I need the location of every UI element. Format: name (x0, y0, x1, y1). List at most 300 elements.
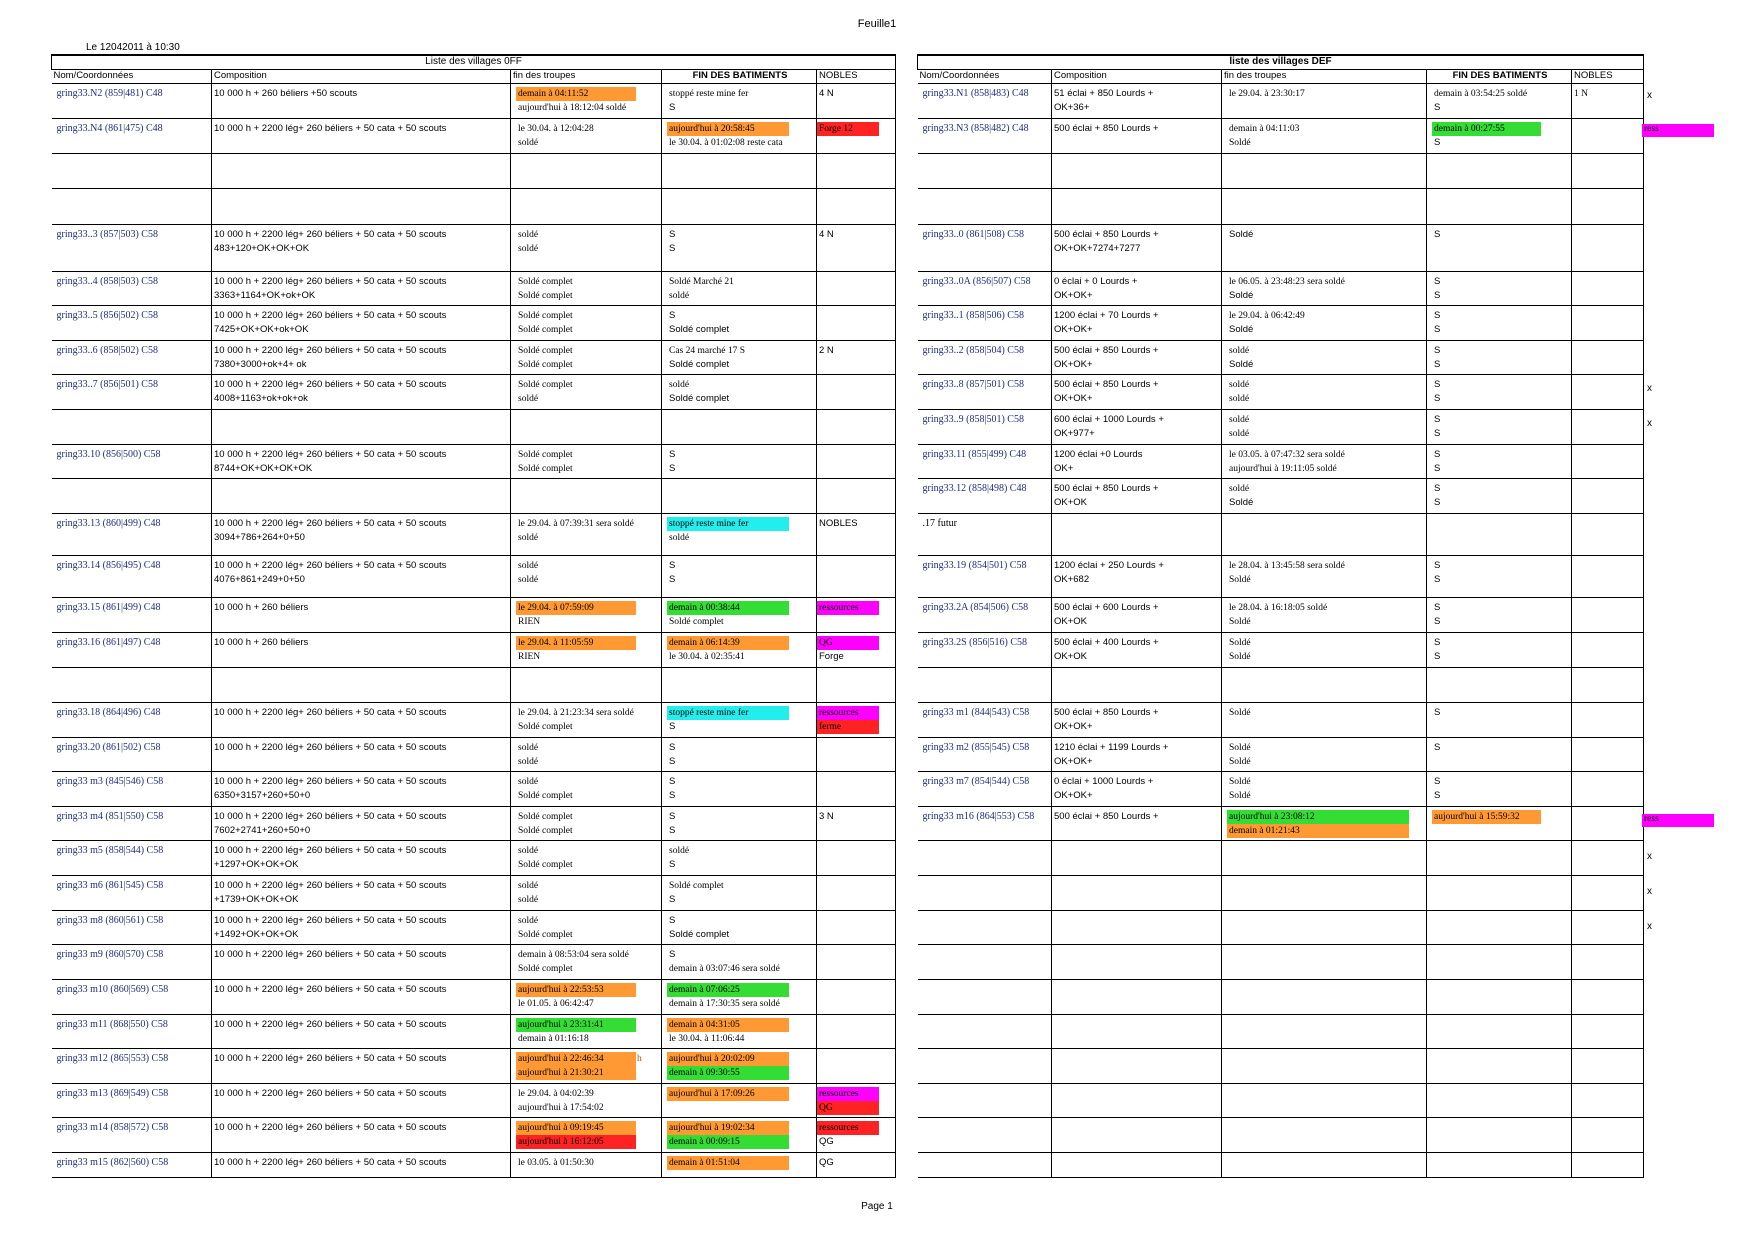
column-header: FIN DES BATIMENTS (1427, 70, 1572, 84)
composition-text: 51 éclai + 850 Lourds + (1054, 88, 1154, 99)
cell (1222, 154, 1427, 189)
column-header: NOBLES (1572, 70, 1644, 84)
buildings-status: S (1434, 102, 1441, 113)
troops-status: le 29.04. à 21:23:34 sera soldé (518, 708, 634, 718)
nobles-note: ressources (817, 1121, 879, 1135)
side-mark: x (1647, 90, 1652, 101)
buildings-status: S (1434, 345, 1441, 356)
composition-text: 10 000 h + 2200 lég+ 260 béliers + 50 cata + 50 scouts (214, 1019, 447, 1030)
table-row (52, 911, 896, 945)
troops-status: soldé (518, 881, 539, 891)
composition-text: 10 000 h + 2200 lég+ 260 béliers + 50 cata + 50 scouts (214, 379, 447, 390)
cell (1052, 445, 1222, 479)
composition-text: 10 000 h + 2200 lég+ 260 béliers + 50 cata + 50 scouts (214, 776, 447, 787)
cell (817, 1049, 896, 1084)
cell (511, 189, 662, 225)
village-name: gring33.11 (855|499) C48 (922, 449, 1027, 460)
troops-status: le 30.04. à 12:04:28 (518, 124, 594, 134)
composition-text: OK+36+ (1054, 102, 1090, 113)
cell (918, 703, 1052, 738)
composition-text: OK+977+ (1054, 428, 1095, 439)
cell (1427, 772, 1572, 807)
buildings-status: Soldé complet (669, 393, 730, 404)
troops-status: demain à 04:11:03 (1229, 124, 1300, 134)
village-name: gring33 m9 (860|570) C58 (56, 949, 164, 960)
troops-status: soldé (1229, 394, 1250, 404)
cell (52, 556, 212, 598)
composition-text: 10 000 h + 2200 lég+ 260 béliers + 50 cata + 50 scouts (214, 811, 447, 822)
cell (52, 375, 212, 410)
cell (212, 556, 511, 598)
composition-text: OK+OK+ (1054, 756, 1093, 767)
troops-status: aujourd'hui à 21:30:21 (516, 1066, 636, 1080)
cell (52, 479, 212, 514)
buildings-status: aujourd'hui à 20:58:45 (667, 122, 789, 136)
cell (662, 189, 817, 225)
cell (511, 84, 662, 119)
cell (1222, 703, 1427, 738)
composition-text: 10 000 h + 2200 lég+ 260 béliers + 50 cata + 50 scouts (214, 560, 447, 571)
cell (1052, 807, 1222, 841)
table-row (918, 306, 1644, 341)
troops-status: Soldé (1229, 575, 1251, 585)
village-name: gring33 m1 (844|543) C58 (922, 707, 1030, 718)
cell (212, 479, 511, 514)
buildings-status: S (1434, 428, 1441, 439)
cell (1052, 1153, 1222, 1178)
cell (52, 703, 212, 738)
buildings-status: S (669, 915, 676, 926)
table-row (52, 772, 896, 807)
buildings-status: Soldé complet (669, 929, 730, 940)
troops-status: Soldé (1229, 652, 1251, 662)
buildings-status: S (669, 463, 676, 474)
table-row (918, 807, 1644, 841)
cell (817, 772, 896, 807)
troops-status: le 29.04. à 23:30:17 (1229, 89, 1305, 99)
buildings-status: S (1434, 790, 1441, 801)
column-header: NOBLES (817, 70, 896, 84)
cell (918, 1153, 1052, 1178)
cell (511, 772, 662, 807)
cell (817, 841, 896, 876)
cell (1052, 514, 1222, 556)
cell (511, 375, 662, 410)
table-row (52, 738, 896, 772)
buildings-status: S (669, 229, 676, 240)
cell (1052, 1118, 1222, 1153)
village-name: gring33 m11 (868|550) C58 (56, 1019, 168, 1030)
troops-status: Soldé complet (518, 930, 573, 940)
cell (511, 556, 662, 598)
cell (1052, 189, 1222, 225)
buildings-status: S (669, 756, 676, 767)
table-row (918, 225, 1644, 272)
cell (52, 84, 212, 119)
cell (511, 945, 662, 980)
troops-status: le 28.04. à 16:18:05 soldé (1229, 603, 1328, 613)
cell (1052, 375, 1222, 410)
cell (1572, 514, 1644, 556)
cell (511, 1153, 662, 1178)
troops-status: soldé (518, 533, 539, 543)
composition-text: 6350+3157+260+50+0 (214, 790, 311, 801)
troops-status: Soldé (1229, 497, 1254, 508)
cell (662, 945, 817, 980)
cell (817, 306, 896, 341)
cell (511, 154, 662, 189)
cell (52, 225, 212, 272)
cell (1052, 556, 1222, 598)
cell (817, 514, 896, 556)
troops-status: Soldé (1229, 229, 1254, 240)
composition-text: 0 éclai + 0 Lourds + (1054, 276, 1138, 287)
cell (918, 119, 1052, 154)
cell (918, 272, 1052, 306)
cell (52, 668, 212, 703)
cell (1572, 807, 1644, 841)
cell (212, 445, 511, 479)
cell (1572, 1153, 1644, 1178)
cell (918, 410, 1052, 445)
village-name: gring33..3 (857|503) C58 (56, 229, 158, 240)
composition-text: 10 000 h + 2200 lég+ 260 béliers + 50 cata + 50 scouts (214, 880, 447, 891)
buildings-status: S (1434, 776, 1441, 787)
cell (1427, 1015, 1572, 1049)
troops-status: Soldé (1229, 359, 1254, 370)
cell (662, 1049, 817, 1084)
composition-text: 500 éclai + 850 Lourds + (1054, 483, 1159, 494)
cell (1222, 514, 1427, 556)
cell (212, 1118, 511, 1153)
nobles-note: ressources (817, 1087, 879, 1101)
cell (662, 341, 817, 375)
cell (511, 1118, 662, 1153)
troops-status: Soldé complet (518, 277, 573, 287)
troops-status: demain à 01:16:18 (518, 1034, 589, 1044)
cell (1222, 341, 1427, 375)
troops-status: le 29.04. à 07:59:09 (516, 601, 636, 615)
village-name: gring33 m2 (855|545) C58 (922, 742, 1030, 753)
buildings-status: soldé (669, 533, 690, 543)
buildings-status: S (669, 449, 676, 460)
cell (1222, 980, 1427, 1015)
troops-status: le 01.05. à 06:42:47 (518, 999, 594, 1009)
troops-status: Soldé complet (518, 791, 573, 801)
cell (1572, 1049, 1644, 1084)
table-row (52, 1118, 896, 1153)
buildings-status: demain à 04:31:05 (667, 1018, 789, 1032)
cell (52, 633, 212, 668)
buildings-status: S (1434, 742, 1441, 753)
composition-text: 500 éclai + 850 Lourds + (1054, 123, 1159, 134)
cell (918, 375, 1052, 410)
village-name: gring33 m6 (861|545) C58 (56, 880, 164, 891)
cell (817, 911, 896, 945)
cell (1572, 189, 1644, 225)
troops-status: Soldé complet (518, 826, 573, 836)
buildings-status: S (1434, 324, 1441, 335)
cell (212, 668, 511, 703)
cell (1572, 876, 1644, 911)
composition-text: OK+OK+ (1054, 721, 1093, 732)
cell (662, 633, 817, 668)
cell (662, 703, 817, 738)
table-row (52, 410, 896, 445)
village-name: gring33.20 (861|502) C58 (56, 742, 161, 753)
cell (1052, 479, 1222, 514)
buildings-status: Cas 24 marché 17 S (669, 346, 745, 356)
nobles-note: ressources (817, 601, 879, 615)
composition-text: 7380+3000+ok+4+ ok (214, 359, 307, 370)
troops-status: le 06.05. à 23:48:23 sera soldé (1229, 277, 1345, 287)
cell (1572, 119, 1644, 154)
village-name: gring33..9 (858|501) C58 (922, 414, 1024, 425)
troops-status: aujourd'hui à 22:46:34 h (518, 1054, 642, 1064)
cell (52, 1015, 212, 1049)
buildings-status: S (1434, 560, 1441, 571)
cell (817, 807, 896, 841)
cell (1052, 668, 1222, 703)
buildings-status: S (669, 102, 676, 113)
nobles-note: NOBLES (819, 518, 858, 529)
village-name: gring33..0 (861|508) C58 (922, 229, 1024, 240)
troops-status: aujourd'hui à 22:53:53 (516, 983, 636, 997)
buildings-status: demain à 00:38:44 (667, 601, 789, 615)
village-name: gring33 m5 (858|544) C58 (56, 845, 164, 856)
cell (817, 738, 896, 772)
composition-text: 10 000 h + 2200 lég+ 260 béliers + 50 cata + 50 scouts (214, 1122, 447, 1133)
cell (212, 341, 511, 375)
cell (817, 556, 896, 598)
nobles-note: QG (819, 1136, 834, 1147)
cell (662, 598, 817, 633)
village-name: gring33.10 (856|500) C58 (56, 449, 161, 460)
cell (662, 272, 817, 306)
troops-status: soldé (518, 895, 539, 905)
cell (918, 479, 1052, 514)
village-name: gring33.19 (854|501) C58 (922, 560, 1027, 571)
composition-text: 500 éclai + 850 Lourds + (1054, 345, 1159, 356)
composition-text: OK+OK+ (1054, 393, 1093, 404)
composition-text: OK+OK+ (1054, 290, 1093, 301)
troops-status: soldé (1229, 484, 1250, 494)
table-row (52, 375, 896, 410)
cell (817, 1118, 896, 1153)
cell (918, 1118, 1052, 1153)
cell (918, 225, 1052, 272)
buildings-status: S (1434, 463, 1441, 474)
cell (1427, 341, 1572, 375)
troops-status: Soldé complet (518, 360, 573, 370)
cell (212, 1015, 511, 1049)
table-row (52, 556, 896, 598)
cell (511, 1049, 662, 1084)
cell (1222, 479, 1427, 514)
cell (1572, 154, 1644, 189)
troops-status: Soldé complet (518, 325, 573, 335)
cell (662, 514, 817, 556)
cell (212, 272, 511, 306)
cell (1427, 375, 1572, 410)
table-row (52, 703, 896, 738)
troops-status: Soldé complet (518, 464, 573, 474)
troops-status: aujourd'hui à 23:31:41 (516, 1018, 636, 1032)
village-name: gring33.13 (860|499) C48 (56, 518, 161, 529)
table-row (52, 445, 896, 479)
cell (212, 189, 511, 225)
cell (1427, 556, 1572, 598)
buildings-status: Soldé Marché 21 (669, 277, 734, 287)
nobles-note: ferme (817, 720, 879, 734)
cell (1052, 772, 1222, 807)
buildings-status: S (1434, 229, 1441, 240)
defensive-villages-table (917, 54, 1644, 1178)
side-mark: x (1647, 418, 1652, 429)
table-row (52, 841, 896, 876)
cell (662, 410, 817, 445)
composition-text: 500 éclai + 600 Lourds + (1054, 602, 1159, 613)
nobles-note: Forge 12 (817, 122, 879, 136)
buildings-status: S (1434, 290, 1441, 301)
buildings-status: S (1434, 379, 1441, 390)
table-row (918, 841, 1644, 876)
cell (662, 1015, 817, 1049)
cell (1222, 445, 1427, 479)
buildings-status: S (1434, 602, 1441, 613)
composition-text: 500 éclai + 850 Lourds + (1054, 707, 1159, 718)
table-caption: liste des villages DEF (918, 55, 1644, 70)
cell (1052, 410, 1222, 445)
troops-status: Soldé complet (518, 964, 573, 974)
buildings-status: Soldé complet (669, 881, 724, 891)
table-row (918, 980, 1644, 1015)
cell (817, 154, 896, 189)
cell (1427, 1153, 1572, 1178)
cell (52, 154, 212, 189)
buildings-status: Soldé complet (669, 359, 730, 370)
table-row (918, 1118, 1644, 1153)
troops-status: Soldé complet (518, 346, 573, 356)
cell (817, 225, 896, 272)
table-row (918, 479, 1644, 514)
cell (918, 154, 1052, 189)
troops-status: Soldé complet (518, 450, 573, 460)
troops-status: aujourd'hui à 18:12:04 soldé (518, 103, 627, 113)
buildings-status: aujourd'hui à 20:02:09 (667, 1052, 789, 1066)
composition-text: 10 000 h + 2200 lég+ 260 béliers + 50 cata + 50 scouts (214, 845, 447, 856)
cell (52, 945, 212, 980)
cell (212, 807, 511, 841)
cell (52, 514, 212, 556)
cell (817, 410, 896, 445)
composition-text: OK+682 (1054, 574, 1090, 585)
table-caption: Liste des villages 0FF (52, 55, 896, 70)
cell (52, 410, 212, 445)
buildings-status: le 30.04. à 02:35:41 (669, 652, 745, 662)
cell (511, 479, 662, 514)
cell (1052, 703, 1222, 738)
composition-text: 600 éclai + 1000 Lourds + (1054, 414, 1164, 425)
buildings-status: soldé (669, 846, 690, 856)
cell (817, 668, 896, 703)
cell (212, 119, 511, 154)
table-row (918, 633, 1644, 668)
cell (52, 272, 212, 306)
cell (918, 668, 1052, 703)
table-row (918, 514, 1644, 556)
cell (511, 306, 662, 341)
cell (1572, 225, 1644, 272)
composition-text: OK+OK (1054, 616, 1087, 627)
composition-text: 4076+861+249+0+50 (214, 574, 305, 585)
nobles-note: QG (819, 1157, 834, 1168)
troops-status: aujourd'hui à 17:54:02 (518, 1103, 604, 1113)
cell (511, 341, 662, 375)
cell (817, 479, 896, 514)
table-row (918, 445, 1644, 479)
cell (662, 841, 817, 876)
buildings-status: soldé (669, 291, 690, 301)
table-row (918, 1015, 1644, 1049)
table-row (52, 980, 896, 1015)
composition-text: 1210 éclai + 1199 Lourds + (1054, 742, 1169, 753)
cell (918, 1049, 1052, 1084)
cell (1572, 945, 1644, 980)
cell (1222, 841, 1427, 876)
composition-text: 10 000 h + 2200 lég+ 260 béliers + 50 cata + 50 scouts (214, 915, 447, 926)
table-row (52, 341, 896, 375)
cell (918, 84, 1052, 119)
troops-status: Soldé (1229, 638, 1251, 648)
cell (52, 119, 212, 154)
buildings-status: demain à 01:51:04 (667, 1156, 789, 1170)
cell (511, 841, 662, 876)
cell (1052, 1084, 1222, 1118)
cell (662, 119, 817, 154)
composition-text: 10 000 h + 2200 lég+ 260 béliers + 50 cata + 50 scouts (214, 1088, 447, 1099)
cell (1427, 841, 1572, 876)
composition-text: 3094+786+264+0+50 (214, 532, 305, 543)
cell (1572, 911, 1644, 945)
cell (212, 633, 511, 668)
troops-status: Soldé (1229, 290, 1254, 301)
composition-text: 7425+OK+OK+ok+OK (214, 324, 309, 335)
cell (1222, 272, 1427, 306)
buildings-status: S (669, 811, 676, 822)
table-row (918, 945, 1644, 980)
cell (662, 225, 817, 272)
cell (1222, 772, 1427, 807)
cell (212, 410, 511, 445)
village-name: .17 futur (922, 518, 957, 529)
cell (1572, 272, 1644, 306)
cell (918, 341, 1052, 375)
buildings-status: demain à 03:54:25 soldé (1434, 89, 1528, 99)
troops-status: le 03.05. à 01:50:30 (518, 1158, 594, 1168)
table-row (918, 668, 1644, 703)
composition-text: 500 éclai + 850 Lourds + (1054, 379, 1159, 390)
cell (1222, 1118, 1427, 1153)
cell (662, 306, 817, 341)
cell (1572, 633, 1644, 668)
troops-status: Soldé (1229, 743, 1251, 753)
buildings-status: S (1434, 616, 1441, 627)
troops-status: Soldé complet (518, 291, 573, 301)
village-name: gring33.14 (856|495) C48 (56, 560, 161, 571)
village-name: gring33..6 (858|502) C58 (56, 345, 158, 356)
cell (212, 154, 511, 189)
